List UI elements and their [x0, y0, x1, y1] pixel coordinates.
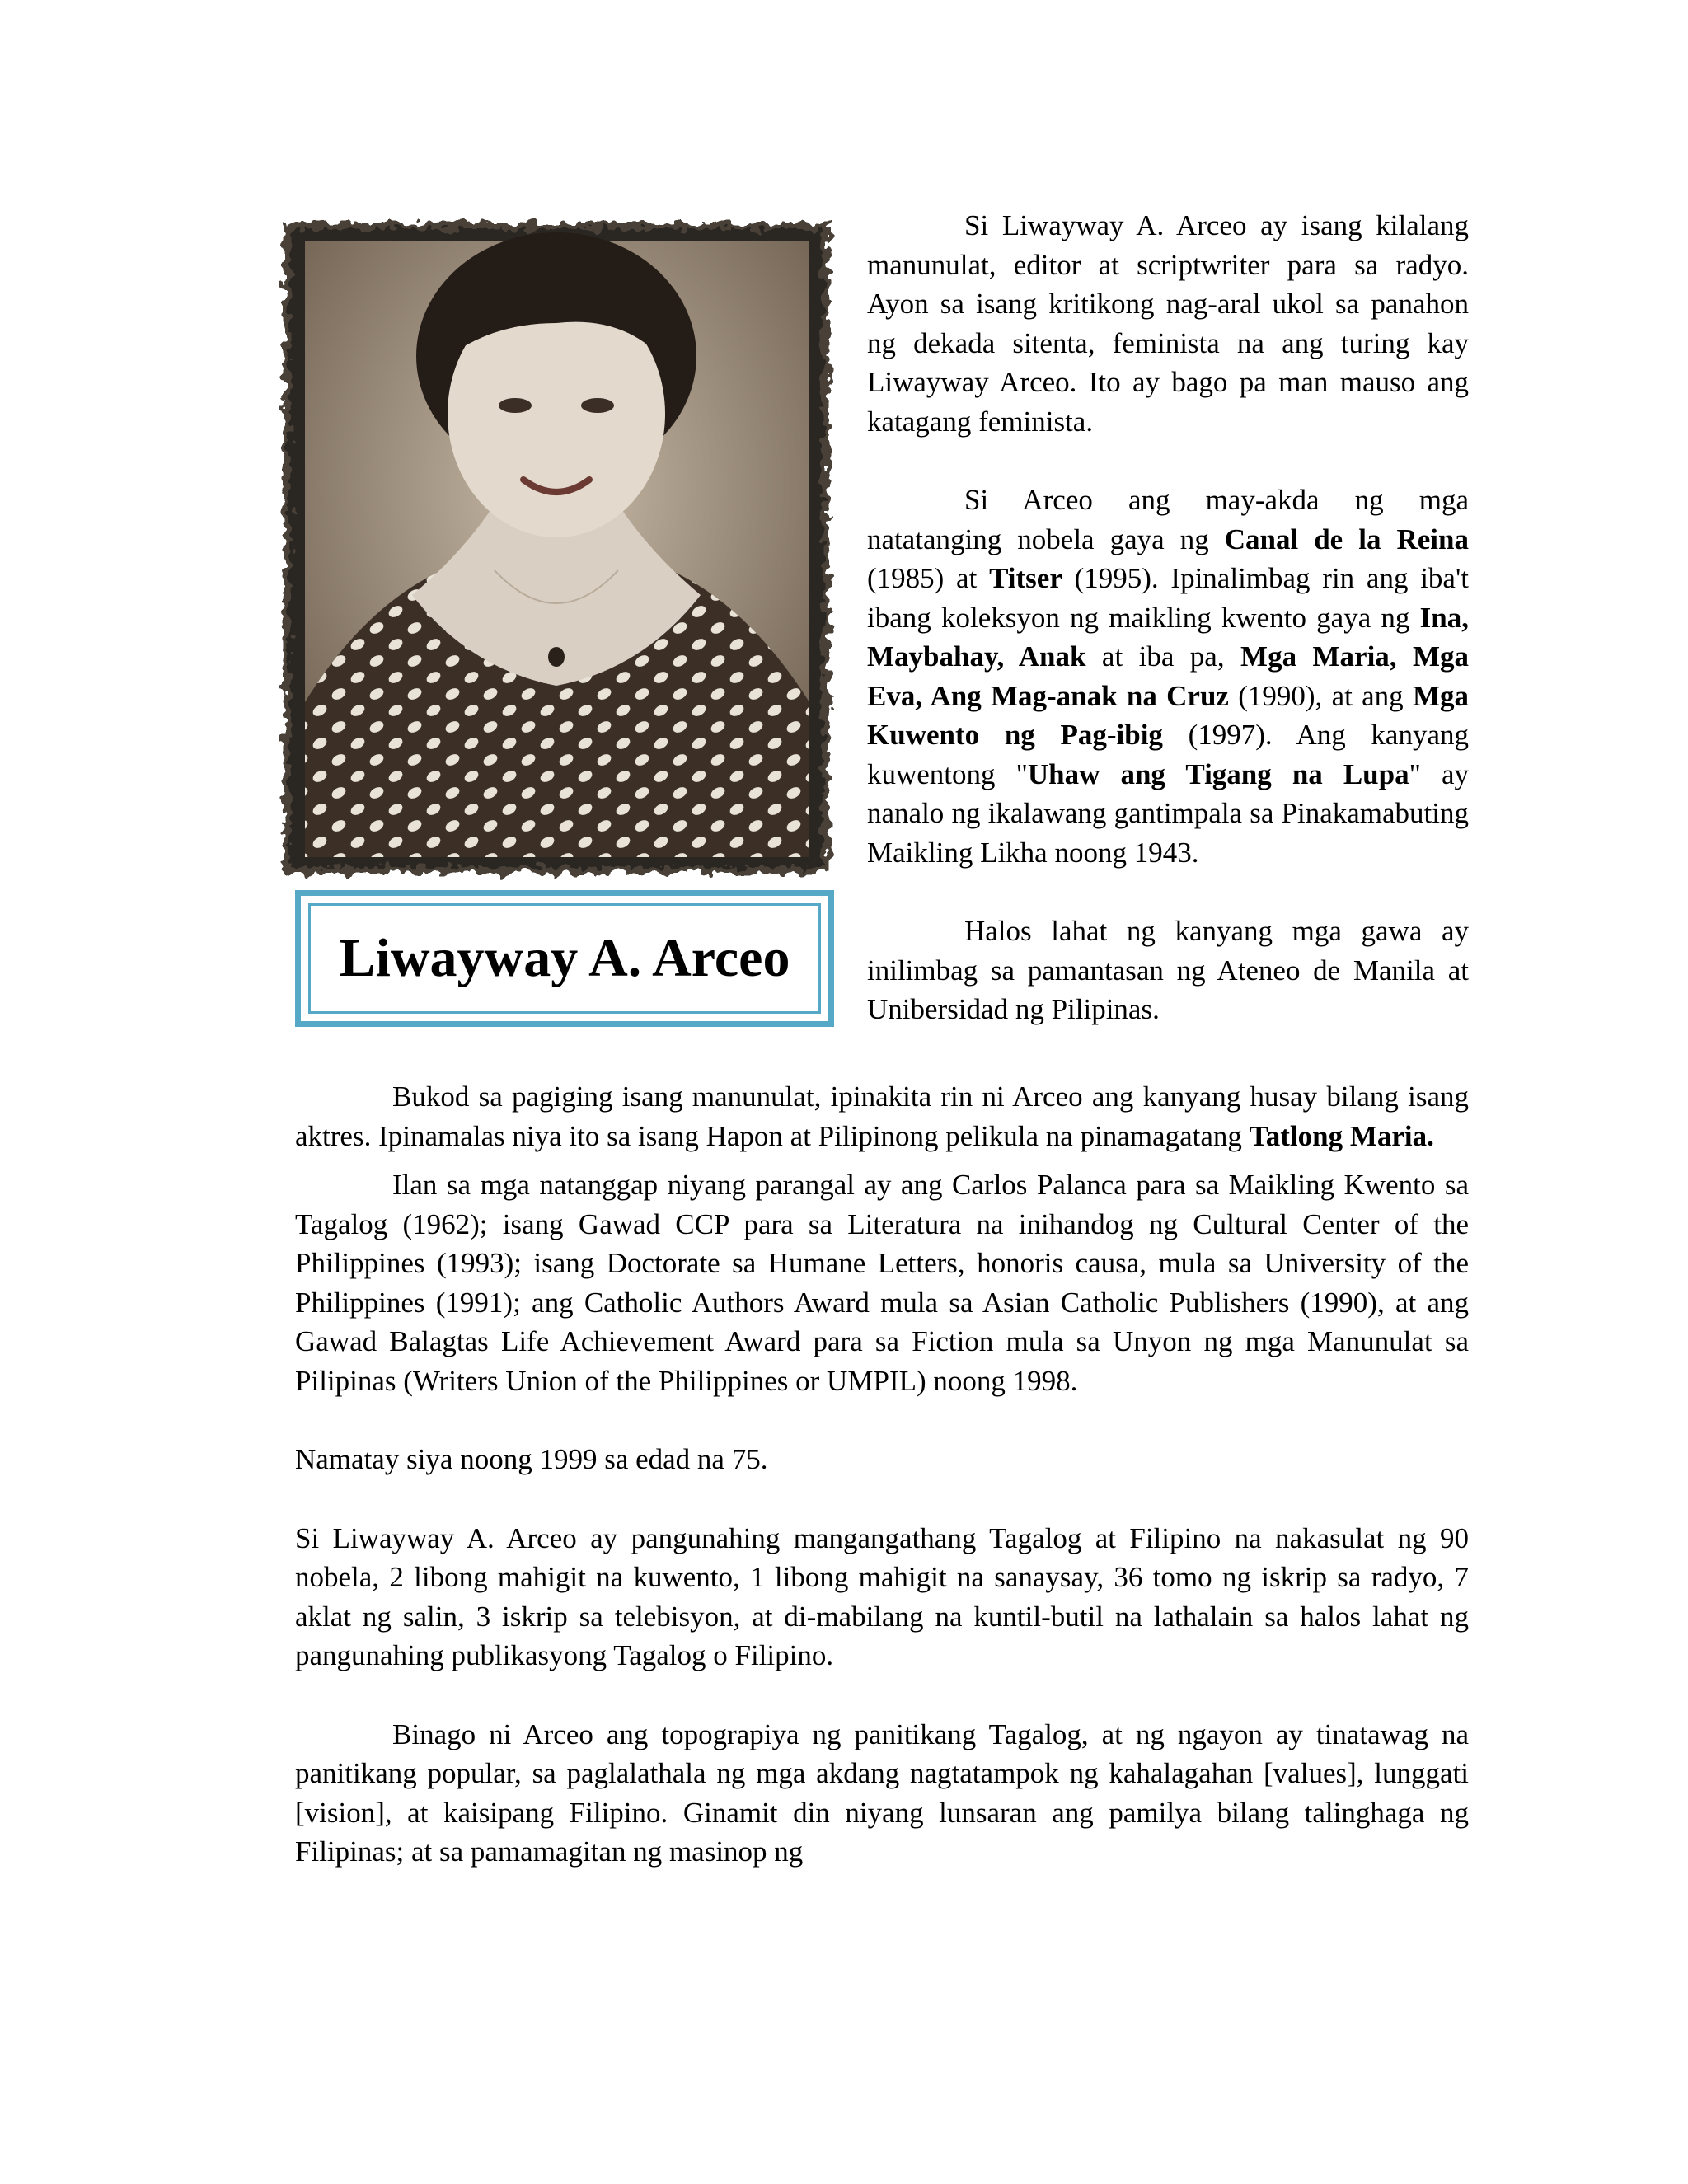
- right-column: [867, 206, 1469, 1029]
- name-caption: Liwayway A. Arceo: [339, 928, 790, 988]
- p2-text-4: at iba pa,: [1085, 640, 1241, 673]
- paragraph-3: Halos lahat ng kanyang mga gawa ay inilimbag sa pamantasan ng Ateneo de Manila at Unibersidad ng Pilipinas.: [867, 915, 1469, 1025]
- name-caption-inner: [308, 903, 821, 1014]
- paragraph-5: Ilan sa mga natanggap niyang parangal ay ang Carlos Palanca para sa Maikling Kwento sa Tagalog (1962); isang Gawad CCP para sa Literatura na inihandog ng Cultural Center of the Philippines (1993); isang Doctorate sa Humane Letters, honoris causa, mula sa University of the Philippines (1991); ang Catholic Authors Award mula sa Asian Catholic Publishers (1990), at ang Gawad Balagtas Life Achievement Award para sa Fiction mula sa Unyon ng mga Manunulat sa Pilipinas (Writers Union of the Philippines or UMPIL) noong 1998.: [295, 1169, 1469, 1397]
- p2-text-2: (1985) at: [867, 562, 990, 594]
- p2-title-canal: Canal de la Reina: [1224, 523, 1469, 555]
- paragraph-8: Binago ni Arceo ang topograpiya ng panitikang Tagalog, at ng ngayon ay tinatawag na panitikang popular, sa paglalathala ng mga akdang nagtatampok ng kahalagahan [values], lunggati [vision], at kaisipang Filipino. Ginamit din niyang lunsaran ang pamilya bilang talinghaga ng Filipinas; at sa pamamagitan ng masinop ng: [295, 1718, 1469, 1868]
- paragraph-1: Si Liwayway A. Arceo ay isang kilalang manunulat, editor at scriptwriter para sa radyo. Ayon sa isang kritikong nag-aral ukol sa panahon ng dekada sitenta, feminista na ang turing kay Liwayway Arceo. Ito ay bago pa man mauso ang katagang feminista.: [867, 209, 1469, 438]
- p2-title-kuwento: Mga Kuwento ng Pag-ibig: [867, 679, 1469, 751]
- p4-title-tatlong-maria: Tatlong Maria.: [1249, 1119, 1434, 1152]
- portrait-photo-icon: [272, 208, 841, 883]
- name-caption-box: [295, 890, 834, 1027]
- p2-text-6: (1997). Ang kanyang kuwentong ": [867, 719, 1469, 790]
- body-section: [295, 1077, 1469, 1872]
- p4-text: Bukod sa pagiging isang manunulat, ipinakita rin ni Arceo ang kanyang husay bilang isang aktres. Ipinamalas niya ito sa isang Hapon at Pilipinong pelikula na pinamagatang: [295, 1080, 1469, 1152]
- p2-title-titser: Titser: [989, 562, 1062, 594]
- p2-text-3: (1995). Ipinalimbag rin ang iba't ibang koleksyon ng maikling kwento gaya ng: [867, 562, 1469, 634]
- p2-title-ina: Ina, Maybahay, Anak: [867, 601, 1469, 673]
- paragraph-7: Si Liwayway A. Arceo ay pangunahing mangangathang Tagalog at Filipino na nakasulat ng 90 nobela, 2 libong mahigit na kuwento, 1 libong mahigit na sanaysay, 36 tomo ng iskrip sa radyo, 7 aklat ng salin, 3 iskrip sa telebisyon, at di-mabilang na kuntil-butil na lathalain sa halos lahat ng pangunahing publikasyong Tagalog o Filipino.: [295, 1521, 1469, 1671]
- p2-text-7: " ay nanalo ng ikalawang gantimpala sa Pinakamabuting Maikling Likha noong 1943.: [867, 757, 1470, 869]
- paragraph-4: [295, 1077, 1469, 1155]
- paragraph-6: Namatay siya noong 1999 sa edad na 75.: [295, 1443, 768, 1475]
- p2-title-uhaw: Uhaw ang Tigang na Lupa: [1027, 757, 1409, 790]
- p2-title-mga-maria: Mga Maria, Mga Eva, Ang Mag-anak na Cruz: [867, 640, 1470, 712]
- p2-text-5: (1990), at ang: [1228, 679, 1413, 712]
- portrait-photo: [272, 208, 841, 883]
- paragraph-2: [867, 480, 1469, 872]
- p2-text-1: Si Arceo ang may-akda ng mga natatanging nobela gaya ng: [867, 484, 1469, 555]
